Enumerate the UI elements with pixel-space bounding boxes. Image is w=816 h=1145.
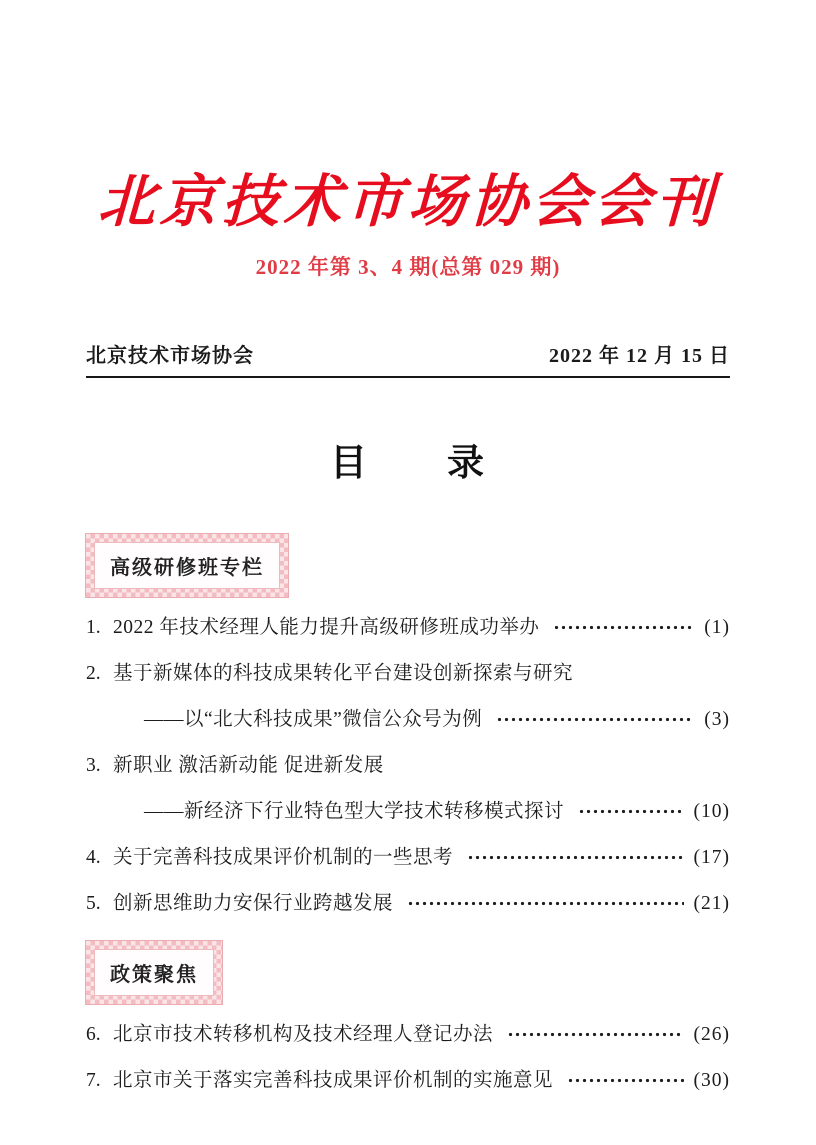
dot-leader <box>553 625 694 630</box>
entry-number: 4. <box>86 846 101 868</box>
entry-title: ——以“北大科技成果”微信公众号为例 <box>144 708 483 730</box>
dot-leader <box>507 1032 683 1037</box>
publisher-name: 北京技术市场协会 <box>86 344 254 367</box>
toc-entry <box>86 661 730 687</box>
section-rows <box>86 1022 730 1094</box>
entry-number: 3. <box>86 754 101 776</box>
toc-entry <box>144 799 730 825</box>
entry-title: 北京市技术转移机构及技术经理人登记办法 <box>113 1023 494 1045</box>
entry-page: (26) <box>693 1023 730 1045</box>
masthead <box>86 0 730 281</box>
entry-number: 2. <box>86 662 101 684</box>
toc-section <box>86 530 730 917</box>
entry-number: 1. <box>86 616 101 638</box>
dot-leader <box>578 809 683 814</box>
entry-number: 7. <box>86 1069 101 1091</box>
entry-page: (21) <box>693 892 730 914</box>
dot-leader <box>496 717 694 722</box>
entry-page: (3) <box>704 708 730 730</box>
entry-page: (10) <box>693 800 730 822</box>
entry-page: (17) <box>693 846 730 868</box>
toc-entry <box>86 753 730 779</box>
toc-entry <box>86 845 730 871</box>
entry-title: 2022 年技术经理人能力提升高级研修班成功举办 <box>113 616 540 638</box>
toc-entry <box>86 1068 730 1094</box>
dateline <box>86 339 730 378</box>
section-badge-label: 政策聚焦 <box>94 949 214 996</box>
entry-title: 关于完善科技成果评价机制的一些思考 <box>113 846 454 868</box>
section-badge <box>86 941 222 1004</box>
toc-sections <box>86 530 730 1094</box>
entry-title: 基于新媒体的科技成果转化平台建设创新探索与研究 <box>113 662 574 684</box>
dot-leader <box>567 1078 683 1083</box>
issue-line: 2022 年第 3、4 期(总第 029 期) <box>255 254 561 279</box>
toc-section <box>86 937 730 1094</box>
entry-number: 5. <box>86 892 101 914</box>
section-badge <box>86 534 288 597</box>
toc-entry <box>86 891 730 917</box>
entry-page: (1) <box>704 616 730 638</box>
entry-number: 6. <box>86 1023 101 1045</box>
toc-entry <box>144 707 730 733</box>
entry-page: (30) <box>693 1069 730 1091</box>
entry-title: 北京市关于落实完善科技成果评价机制的实施意见 <box>113 1069 554 1091</box>
entry-title: 创新思维助力安保行业跨越发展 <box>113 892 394 914</box>
dot-leader <box>467 855 683 860</box>
dot-leader <box>407 901 683 906</box>
entry-title: ——新经济下行业特色型大学技术转移模式探讨 <box>144 800 565 822</box>
section-badge-label: 高级研修班专栏 <box>94 542 280 589</box>
entry-title: 新职业 激活新动能 促进新发展 <box>113 754 384 776</box>
toc-heading: 目 录 <box>330 442 486 484</box>
section-rows <box>86 615 730 917</box>
journal-title: 北京技术市场协会会刊 <box>96 171 720 234</box>
publication-date: 2022 年 12 月 15 日 <box>549 344 730 367</box>
toc-entry <box>86 1022 730 1048</box>
toc-entry <box>86 615 730 641</box>
